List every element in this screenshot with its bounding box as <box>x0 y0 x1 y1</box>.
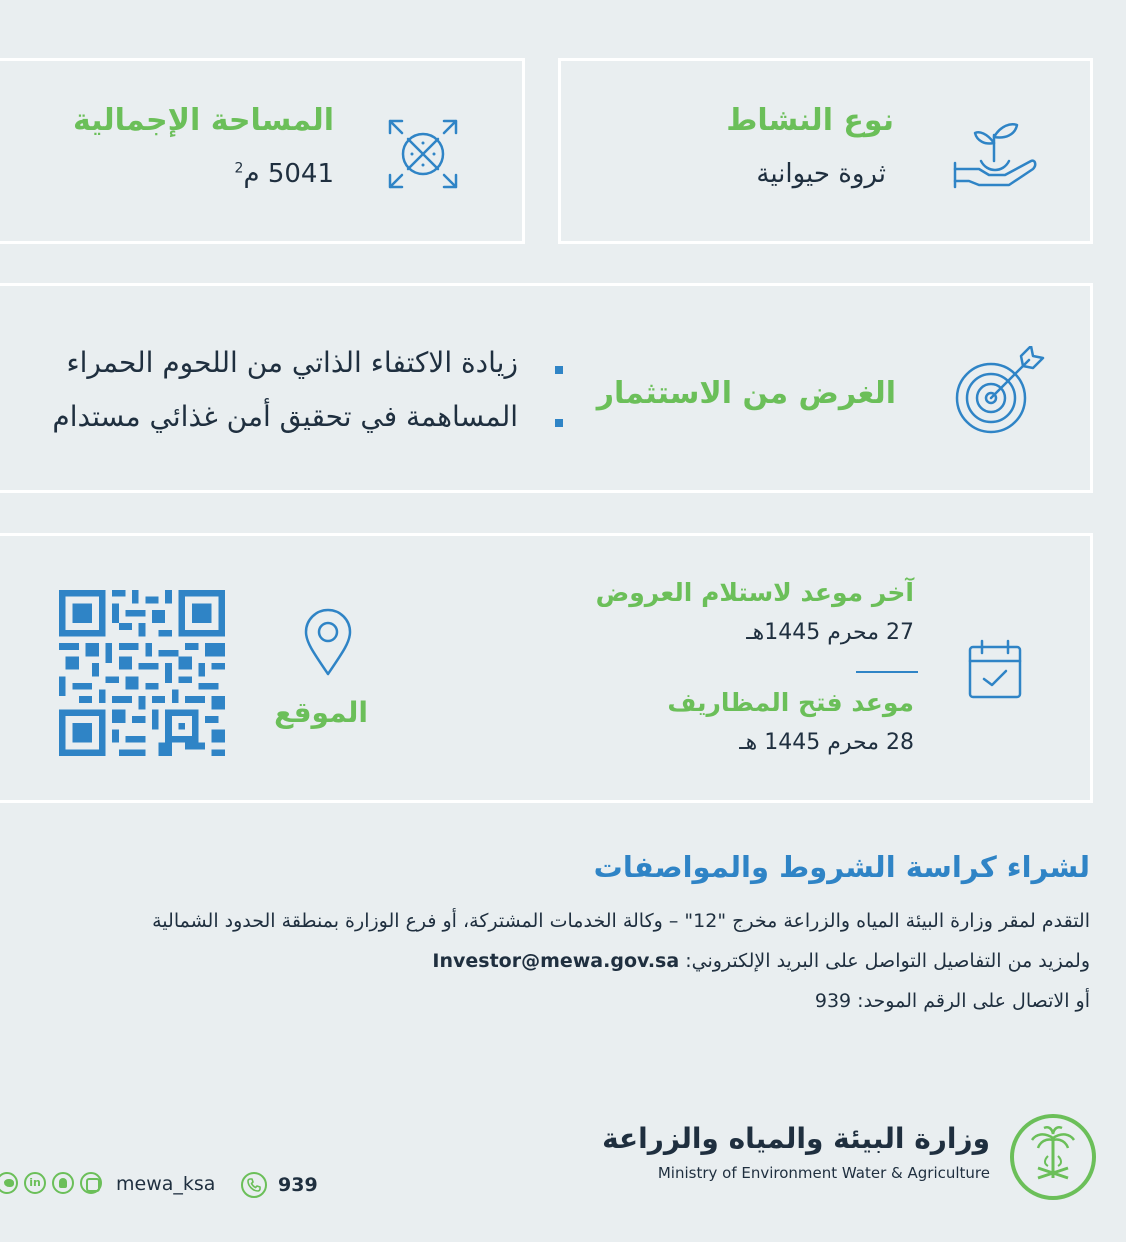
opening-value: 28 محرم 1445 هـ <box>739 730 914 755</box>
area-value <box>235 159 334 189</box>
purpose-label: الغرض من الاستثمار <box>596 376 896 411</box>
deadline-value: 27 محرم 1445هـ <box>746 620 914 645</box>
purchase-line-2 <box>432 950 1090 972</box>
snapchat-icon[interactable] <box>52 1172 74 1194</box>
location-pin-icon[interactable] <box>303 608 353 678</box>
opening-label: موعد فتح المظاريف <box>667 688 914 717</box>
dates-divider <box>856 671 918 673</box>
phone-icon[interactable] <box>240 1171 268 1199</box>
area-number: 5041 م <box>243 159 334 189</box>
purpose-item-1: زيادة الاكتفاء الذاتي من اللحوم الحمراء <box>66 346 518 379</box>
calendar-check-icon <box>966 639 1024 703</box>
deadline-label: آخر موعد لاستلام العروض <box>595 578 914 607</box>
instagram-icon[interactable] <box>80 1172 102 1194</box>
twitter-icon[interactable] <box>0 1172 18 1194</box>
activity-value: ثروة حيوانية <box>756 159 886 189</box>
expand-area-icon <box>386 117 460 191</box>
purpose-card <box>0 283 1093 493</box>
purpose-bullet-1 <box>555 366 563 374</box>
purpose-bullet-2 <box>555 419 563 427</box>
purchase-title: لشراء كراسة الشروط والمواصفات <box>593 850 1090 884</box>
plant-hand-icon <box>949 113 1039 193</box>
email-link[interactable]: Investor@mewa.gov.sa <box>432 950 680 972</box>
area-label: المساحة الإجمالية <box>72 103 334 138</box>
qr-code[interactable] <box>59 590 225 756</box>
linkedin-icon[interactable]: in <box>24 1172 46 1194</box>
purpose-item-2: المساهمة في تحقيق أمن غذائي مستدام <box>52 400 518 433</box>
purchase-line-1: التقدم لمقر وزارة البيئة المياه والزراعة مخرج "12" – وكالة الخدمات المشتركة، أو فرع الوزارة بمنطقة الحدود الشمالية <box>152 910 1090 932</box>
phone-number[interactable]: 939 <box>278 1174 318 1196</box>
activity-card <box>558 58 1093 244</box>
target-icon <box>951 346 1047 442</box>
ministry-name-ar: وزارة البيئة والمياه والزراعة <box>602 1122 990 1155</box>
dates-location-card <box>0 533 1093 803</box>
purchase-line-2-text: ولمزيد من التفاصيل التواصل على البريد الإلكتروني: <box>679 950 1090 972</box>
ministry-logo <box>1008 1112 1098 1202</box>
area-card <box>0 58 525 244</box>
purchase-line-3: أو الاتصال على الرقم الموحد: 939 <box>814 990 1090 1012</box>
ministry-name-en: Ministry of Environment Water & Agriculture <box>657 1164 990 1182</box>
activity-label: نوع النشاط <box>726 103 894 138</box>
social-handle[interactable]: mewa_ksa <box>116 1173 216 1195</box>
area-unit-sup: 2 <box>234 160 244 177</box>
location-label[interactable]: الموقع <box>274 696 368 729</box>
